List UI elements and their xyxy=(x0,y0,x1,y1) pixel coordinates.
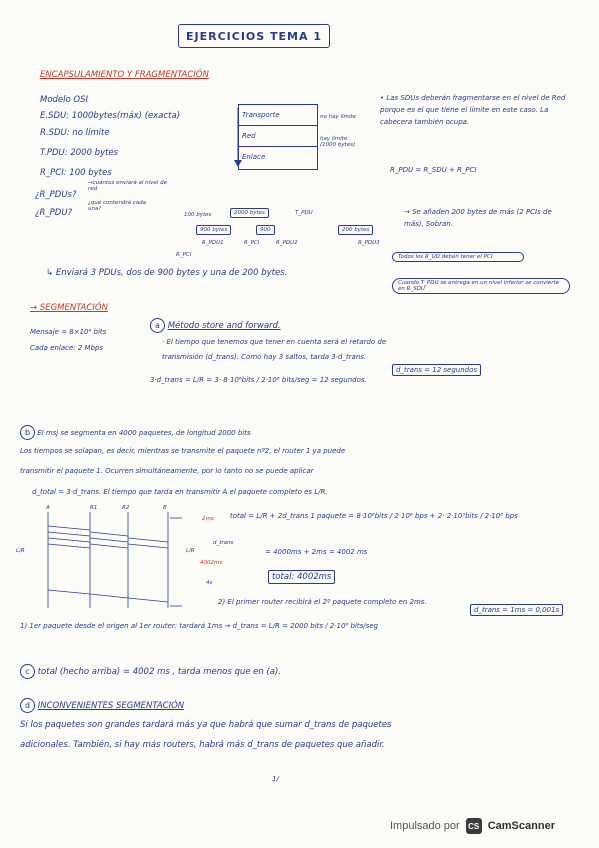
lr-label: L/R xyxy=(16,548,25,554)
link-rate: Cada enlace: 2 Mbps xyxy=(30,344,104,352)
part-a-formula: 3·d_trans = L/R = 3· 8·10⁶bits / 2·10⁶ bits/seg = 12 segundos. xyxy=(150,376,367,384)
part-b-line: transmitir el paquete 1. Ocurren simultáneamente, por lo tanto no se puede aplicar xyxy=(20,467,314,475)
node-label: A xyxy=(46,505,50,511)
part-b-line: El msj se segmenta en 4000 paquetes, de longitud 2000 bits xyxy=(37,429,251,437)
encap-heading xyxy=(40,70,209,80)
encap-heading-text: ENCAPSULAMIENTO Y FRAGMENTACIÓN xyxy=(40,70,209,80)
part-a-result: d_trans = 12 segundos xyxy=(392,364,481,376)
question-rpdu-note: ¿qué contendrá cada una? xyxy=(88,200,147,212)
page-number: 1/ xyxy=(272,775,279,783)
part-d-text: Si los paquetes son grandes tardará más ya que habrá que sumar d_trans de paquetes xyxy=(20,720,392,730)
encap-line: T.PDU: 2000 bytes xyxy=(40,148,119,158)
total-formula-result: = 4000ms + 2ms = 4002 ms xyxy=(265,548,368,556)
fragment-box-1: 900 bytes xyxy=(196,225,231,235)
node-label: B xyxy=(163,505,167,511)
layer-note-transport: no hay límite xyxy=(320,114,356,120)
encap-line: R.SDU: no límite xyxy=(40,128,110,138)
camscanner-logo-icon: CS xyxy=(466,818,482,834)
part-c-text: total (hecho arriba) = 4002 ms , tarda menos que en (a). xyxy=(37,667,282,677)
part-d-text: adicionales. También, si hay más routers, habrá más d_trans de paquetes que añadir. xyxy=(20,740,385,750)
rpdu-label-2: R_PDU2 xyxy=(276,240,298,246)
fragment-box-3: 200 bytes xyxy=(338,225,373,235)
layer-arrow xyxy=(228,104,248,170)
question-rpdus-note: →cuántos enviará al nivel de red xyxy=(88,180,167,192)
rpci-label: R_PCI xyxy=(244,240,260,246)
part-a-text: · El tiempo que tenemos que tener en cuenta será el retardo de xyxy=(162,338,387,346)
part-b-line: d_total = 3·d_trans. El tiempo que tarda en transmitir A el paquete completo es L/R. xyxy=(32,488,328,496)
fragment-box-2: 900 xyxy=(256,225,275,235)
rpdu-label-1: R_PDU1 xyxy=(202,240,224,246)
part-a-text: transmisión (d_trans). Como hay 3 saltos, tarda 3·d_trans. xyxy=(162,353,367,361)
tpdu-rsdu-note: Cuando T_PDU se entrega en un nivel inferior se convierte en R_SDU xyxy=(392,278,570,294)
part-b1: 1) 1er paquete desde el origen al 1er router: tardará 1ms → d_trans = L/R = 2000 bits / 2·10⁶ bits/seg xyxy=(20,622,379,630)
osi-layer-stack xyxy=(238,104,318,170)
camscanner-brand: CamScanner xyxy=(487,820,555,832)
total-formula: total = L/R + 2d_trans 1 paquete = 8·10⁶bits / 2·10⁶ bps + 2· 2·10³bits / 2·10⁶ bps xyxy=(230,512,518,520)
layer-note-network: hay límite (1000 bytes) xyxy=(320,136,356,148)
layer-network: Red xyxy=(239,126,317,147)
part-b xyxy=(20,425,251,440)
part-a-marker: a xyxy=(150,318,165,333)
part-c-marker: c xyxy=(20,664,35,679)
tpdu-label: T_PDU xyxy=(295,210,313,216)
pci-required-note: Todos los R_UD deben tener el PCI xyxy=(392,252,524,262)
encap-line: E.SDU: 1000bytes(máx) (exacta) xyxy=(40,111,181,121)
part-b-marker: b xyxy=(20,425,35,440)
camscanner-footer xyxy=(390,818,555,834)
question-rpdu: ¿R_PDU? xyxy=(35,208,73,218)
encap-line: R_PCI: 100 bytes xyxy=(40,168,112,178)
encap-conclusion: ↳ Enviará 3 PDUs, dos de 900 bytes y una de 200 bytes. xyxy=(46,268,288,278)
part-a-title: Método store and forward. xyxy=(167,321,281,331)
lr-label: L/R xyxy=(186,548,195,554)
part-d-title: INCONVENIENTES SEGMENTACIÓN xyxy=(37,701,185,711)
fragmentation-explanation: • Las SDUs deberán fragmentarse en el nivel de Red porque es el que tiene el límite en este caso. La cabecera también ocupa. xyxy=(380,94,566,126)
part-b1-result: d_trans = 1ms = 0,001s xyxy=(470,604,563,616)
rpdu-label-3: R_PDU3 xyxy=(358,240,380,246)
extra-bytes-note: → Se añaden 200 bytes de más (2 PCIs de más), Sobran. xyxy=(404,208,552,228)
total-result-box: total: 4002ms xyxy=(268,570,335,584)
rpdu-formula: R_PDU = R_SDU + R_PCI xyxy=(390,166,477,174)
part-b-line: Los tiempos se solapan, es decir, mientras se transmite el paquete nº2, el router 1 ya puede xyxy=(20,447,346,455)
total-time-mark: 4002ms xyxy=(200,560,223,566)
powered-by-label: Impulsado por xyxy=(390,820,460,832)
page-title: EJERCICIOS TEMA 1 xyxy=(178,24,330,48)
two-ms-label: 2ms xyxy=(202,516,214,522)
node-label: R2 xyxy=(122,505,130,511)
tpdu-box: 2000 bytes xyxy=(230,208,269,218)
dtrans-axis-label: d_trans xyxy=(213,540,234,546)
seg-heading: → SEGMENTACIÓN xyxy=(30,303,108,313)
question-rpdus: ¿R_PDUs? xyxy=(35,190,77,200)
message-size: Mensaje = 8×10⁶ bits xyxy=(30,328,107,336)
rpci-label: R_PCI xyxy=(176,252,192,258)
seconds-axis-label: 4s xyxy=(206,580,213,586)
encap-line: Modelo OSI xyxy=(40,95,89,105)
part-d xyxy=(20,698,184,713)
node-label: R1 xyxy=(90,505,98,511)
timing-diagram xyxy=(30,512,205,612)
layer-transport: Transporte xyxy=(239,105,317,126)
part-b2: 2) El primer router recibirá el 2º paquete completo en 2ms. xyxy=(218,598,427,606)
part-c xyxy=(20,664,281,679)
layer-link: Enlace xyxy=(242,153,266,161)
pci-size-label: 100 bytes xyxy=(184,212,212,218)
part-a xyxy=(150,318,281,333)
part-d-marker: d xyxy=(20,698,35,713)
